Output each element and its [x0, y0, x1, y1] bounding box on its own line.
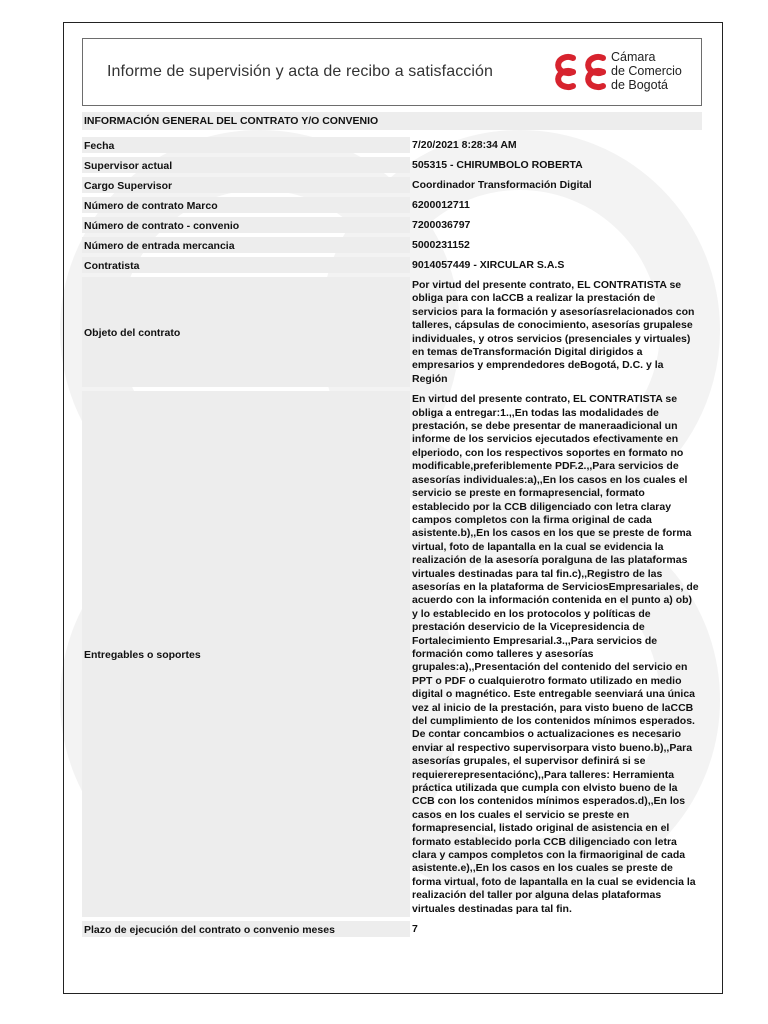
row-label: Cargo Supervisor — [82, 177, 410, 193]
table-row — [82, 237, 702, 253]
row-label: Número de contrato Marco — [82, 197, 410, 213]
table-row — [82, 177, 702, 193]
table-row — [82, 197, 702, 213]
row-value: En virtud del presente contrato, EL CONTRATISTA se obliga a entregar:1.,,En todas las modalidades de prestación, se debe presentar de maneraadicional un informe de los servicios ejecutados efectivamente en elperiodo, con los respectivos soportes en formato no modificable,preferiblemente PDF.2.,,Para servicios de asesorías individuales:a),,En los casos en los cuales el servicio se preste en formapresencial, formato establecido por la CCB diligenciado con letra claray campos completos con la firma original de cada asistente.b),,En los casos en los que se preste de forma virtual, foto de lapantalla en la cual se evidencia la realización de la asesoría poralguna de las plataformas virtuales destinadas para tal fin.c),,Registro de las asesorías en la plataforma de ServiciosEmpresariales, de acuerdo con la información contenida en el punto a) ob) y lo establecido en los protocolos y políticas de prestación deservicio de la Vicepresidencia de Fortalecimiento Empresarial.3.,,Para servicios de formación como talleres y asesorías grupales:a),,Presentación del contenido del servicio en PPT o PDF o cualquierotro formato utilizado en medio digital o magnético. Este entregable seenviará una única vez al inicio de la prestación, para visto bueno de laCCB del cumplimiento de los contenidos mínimos esperados. De contar concambios o actualizaciones es necesario enviar al respectivo supervisorpara visto bueno.b),,Para asesorías grupales, el supervisor definirá si se requiererepresentaciónc),,Para talleres: Herramienta práctica utilizada que cumpla con elvisto bueno de la CCB con los contenidos mínimos esperados.d),,En los casos en los cuales el servicio se preste en formapresencial, listado original de asistencia en el formato establecido porla CCB diligenciado con letra clara y campos completos con la firmaoriginal de cada asistente.e),,En los casos en los cuales se preste de forma virtual, foto de lapantalla en la cual se evidencia la realización del taller por alguna delas plataformas virtuales destinadas para tal fin. — [412, 393, 699, 915]
row-value: 9014057449 - XIRCULAR S.A.S — [412, 259, 565, 271]
logo-line-2: de Comercio — [611, 64, 682, 78]
row-label: Plazo de ejecución del contrato o convenio meses — [82, 921, 410, 937]
logo-wordmark — [611, 50, 682, 92]
row-value: Por virtud del presente contrato, EL CONTRATISTA se obliga para con laCCB a realizar la prestación de servicios para la formación y asesoríasrelacionados con talleres, cápsulas de conocimiento, asesorías grupalese individuales, y otros servicios (presenciales y virtuales) en temas deTransformación Digital dirigidos a empresarios y emprendedores deBogotá, D.C. y la Región — [412, 279, 695, 385]
row-label: Número de contrato - convenio — [82, 217, 410, 233]
table-row — [82, 137, 702, 153]
row-label: Número de entrada mercancia — [82, 237, 410, 253]
contract-info-table — [82, 137, 702, 941]
row-label: Objeto del contrato — [82, 277, 410, 387]
ccb-logo-icon — [549, 52, 607, 92]
document-header — [82, 38, 702, 106]
row-label: Entregables o soportes — [82, 391, 410, 917]
table-row — [82, 257, 702, 273]
row-value: 505315 - CHIRUMBOLO ROBERTA — [412, 159, 583, 171]
row-value: Coordinador Transformación Digital — [412, 179, 592, 191]
table-row — [82, 217, 702, 233]
row-value: 6200012711 — [412, 199, 470, 211]
table-row — [82, 921, 702, 937]
row-value: 7 — [412, 923, 418, 936]
document-title: Informe de supervisión y acta de recibo a satisfacción — [107, 63, 494, 80]
logo-line-1: Cámara — [611, 50, 656, 64]
table-row — [82, 391, 702, 917]
row-value: 5000231152 — [412, 239, 470, 251]
table-row — [82, 277, 702, 387]
row-label: Fecha — [82, 137, 410, 153]
logo-line-3: de Bogotá — [611, 78, 668, 92]
row-value: 7200036797 — [412, 219, 471, 231]
section-title: INFORMACIÓN GENERAL DEL CONTRATO Y/O CONVENIO — [82, 112, 702, 130]
ccb-logo — [549, 50, 689, 96]
row-label: Supervisor actual — [82, 157, 410, 173]
row-value: 7/20/2021 8:28:34 AM — [412, 139, 517, 151]
table-row — [82, 157, 702, 173]
row-label: Contratista — [82, 257, 410, 273]
